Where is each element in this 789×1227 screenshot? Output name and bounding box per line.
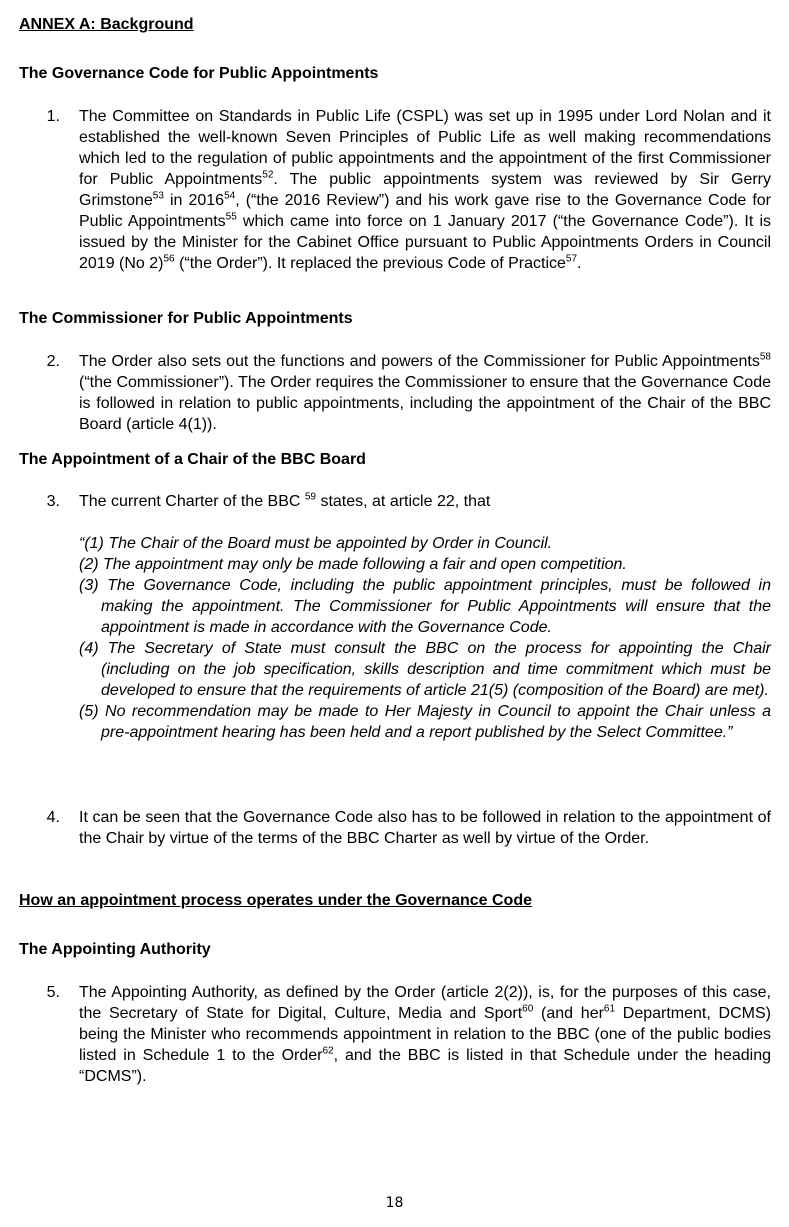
paragraph-number: 3. (46, 493, 60, 510)
paragraph-4 (19, 807, 771, 849)
paragraph-1 (19, 106, 771, 274)
section-heading-appointing-authority: The Appointing Authority (19, 941, 211, 958)
footnote-ref[interactable]: 60 (522, 1003, 534, 1015)
quote-clause-4: (4) The Secretary of State must consult the BBC on the process for appointing the Chair (including on the job specification, skills description and time commitment which must be developed to ensure that the requirements of article 21(5) (composition of the Board) are met). (79, 640, 771, 699)
paragraph-text (79, 106, 771, 274)
quote-clause-2: (2) The appointment may only be made following a fair and open competition. (79, 556, 627, 573)
footnote-ref[interactable]: 56 (163, 253, 175, 265)
paragraph-2 (19, 351, 771, 435)
paragraph-number: 4. (46, 809, 60, 826)
paragraph-number: 1. (46, 108, 60, 125)
text-run: . (577, 255, 582, 272)
quote-clause-3: (3) The Governance Code, including the public appointment principles, must be followed in making the appointment. The Commissioner for Public Appointments will ensure that the appointment is made in accordance with the Governance Code. (79, 577, 771, 636)
charter-quote (79, 533, 771, 743)
paragraph-text (79, 982, 771, 1087)
footnote-ref[interactable]: 62 (322, 1045, 334, 1057)
section-heading-commissioner: The Commissioner for Public Appointments (19, 310, 353, 327)
paragraph-text (79, 351, 771, 435)
text-run: which came into force on 1 January 2017 (“the Governance Code”). It is issued by the Minister for the Cabinet Office pursuant to Public Appointments Orders in Council 2019 (No 2) (79, 213, 771, 272)
paragraph-5 (19, 982, 771, 1087)
footnote-ref[interactable]: 55 (225, 211, 237, 223)
section-heading-appointment-process: How an appointment process operates under the Governance Code (19, 892, 532, 909)
text-run: The Committee on Standards in Public Life (CSPL) was set up in 1995 under Lord Nolan and it established the well-known Seven Principles of Public Life as well making recommendations which led to the regulation of public appointments and the appointment of the first Commissioner for Public Appointments (79, 108, 771, 188)
footnote-ref[interactable]: 61 (603, 1003, 616, 1015)
paragraph-3 (19, 491, 771, 512)
text-run: The Order also sets out the functions and powers of the Commissioner for Public Appointments (79, 353, 760, 370)
text-run: (and her (533, 1005, 604, 1022)
text-run: Department, DCMS) being the Minister who recommends appointment in relation to the BBC (one of the public bodies listed in Schedule 1 to the Order (79, 1005, 771, 1064)
text-run: in 2016 (163, 192, 225, 209)
text-run: (“the Order”). It replaced the previous Code of Practice (174, 255, 566, 272)
annex-title: ANNEX A: Background (19, 16, 194, 33)
footnote-ref[interactable]: 54 (224, 190, 236, 202)
footnote-ref[interactable]: 57 (565, 253, 578, 265)
paragraph-number: 2. (46, 353, 60, 370)
section-heading-bbc-chair: The Appointment of a Chair of the BBC Board (19, 451, 366, 468)
quote-clause-1: “(1) The Chair of the Board must be appointed by Order in Council. (79, 535, 553, 552)
page-number: 18 (385, 1195, 404, 1211)
text-run: , and the BBC is listed in that Schedule under the heading “DCMS”). (79, 1047, 771, 1085)
section-heading-governance-code: The Governance Code for Public Appointments (19, 65, 379, 82)
text-run: The current Charter of the BBC (79, 493, 305, 510)
footnote-ref[interactable]: 58 (759, 351, 771, 363)
text-run: (“the Commissioner”). The Order requires the Commissioner to ensure that the Governance Code is followed in relation to public appointments, including the appointment of the Chair of the BBC Board (article 4(1)). (79, 374, 771, 433)
text-run: , (“the 2016 Review”) and his work gave rise to the Governance Code for Public Appointments (79, 192, 772, 230)
footnote-ref[interactable]: 53 (152, 190, 164, 202)
text-run: . The public appointments system was reviewed by Sir Gerry Grimstone (79, 171, 772, 209)
footnote-ref[interactable]: 52 (262, 169, 274, 181)
paragraph-text (79, 491, 771, 512)
text-run: The Appointing Authority, as defined by the Order (article 2(2)), is, for the purposes of this case, the Secretary of State for Digital, Culture, Media and Sport (79, 984, 771, 1022)
paragraph-number: 5. (46, 984, 60, 1001)
paragraph-text: It can be seen that the Governance Code also has to be followed in relation to the appointment of the Chair by virtue of the terms of the BBC Charter as well by virtue of the Order. (79, 809, 771, 847)
text-run: states, at article 22, that (316, 493, 491, 510)
footnote-ref[interactable]: 59 (304, 491, 316, 503)
quote-clause-5: (5) No recommendation may be made to Her Majesty in Council to appoint the Chair unless a pre-appointment hearing has been held and a report published by the Select Committee.” (79, 703, 771, 741)
